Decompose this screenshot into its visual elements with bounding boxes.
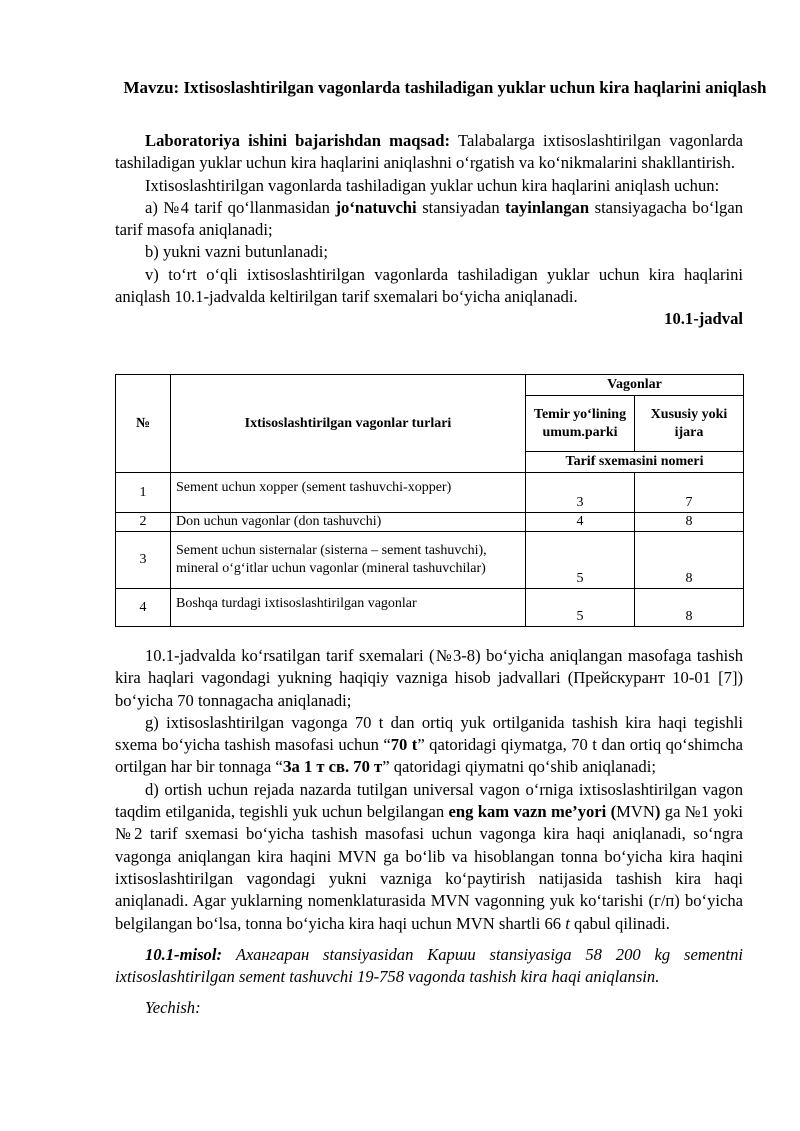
table-row (116, 473, 744, 513)
table-row (116, 589, 744, 627)
step-d-text-4: qabul qilinadi. (569, 913, 670, 933)
table-caption: 10.1-jadval (664, 309, 743, 329)
header-types: Ixtisoslashtirilgan vagonlar turlari (171, 375, 526, 473)
row-num: 2 (116, 513, 171, 532)
step-d-bold-1: eng kam vazn me’yori ( (448, 802, 617, 822)
step-a-bold-2: tayinlangan (505, 197, 590, 217)
example-text: Ахангаран stansiyasidan Карши stansiyasiga 58 200 kg sementni ixtisoslashtirilgan sement tashuvchi 19-758 vagonda tashish kira haqi aniqlansin. (115, 944, 743, 987)
step-a-bold-1: jo‘natuvchi (335, 197, 417, 217)
row-num: 4 (116, 589, 171, 627)
page-title: Mavzu: Ixtisoslashtirilgan vagonlarda tashiladigan yuklar uchun kira haqlarini aniqlash (123, 78, 767, 97)
row-num: 1 (116, 473, 171, 513)
row-name: Don uchun vagonlar (don tashuvchi) (171, 513, 526, 532)
example-label: 10.1-misol: (145, 944, 222, 964)
row-public: 5 (526, 532, 635, 589)
header-private: Xususiy yoki ijara (635, 396, 744, 452)
header-wagons: Vagonlar (526, 375, 744, 396)
header-public: Temir yo‘lining umum.parki (526, 396, 635, 452)
example-paragraph (115, 944, 743, 989)
step-g-text-3: ” qatoridagi qiymatni qo‘shib aniqlanadi; (382, 757, 656, 777)
row-num: 3 (116, 532, 171, 589)
header-num: № (116, 375, 171, 473)
step-b: b) yukni vazni butunlanadi; (145, 242, 328, 262)
row-name: Sement uchun sisternalar (sisterna – sement tashuvchi), mineral o‘g‘itlar uchun vagonlar (mineral tashuvchilar) (171, 532, 526, 589)
step-d (115, 779, 743, 935)
row-public: 3 (526, 473, 635, 513)
row-name: Boshqa turdagi ixtisoslashtirilgan vagonlar (171, 589, 526, 627)
step-g-bold-1: 70 t (390, 735, 418, 755)
step-a-text-1: a) №4 tarif qo‘llanmasidan (145, 197, 336, 217)
row-public: 5 (526, 589, 635, 627)
row-name: Sement uchun xopper (sement tashuvchi-xopper) (171, 473, 526, 513)
aim-label: Laboratoriya ishini bajarishdan maqsad: (145, 131, 451, 150)
step-a (115, 197, 743, 242)
step-d-text-3: ga №1 yoki №2 tarif sxemasi bo‘yicha tashish masofasi uchun vagonga kira haqi aniqlanadi, so‘ngra vagonga aniqlangan kira haqini MVN ga bo‘lib va hisoblangan tonna bo‘yicha kira haqini ixtisoslashtirilgan vagondagi yukni vazniga ko‘paytirish natijasida tashish kira haqi aniqlanadi. Agar yuklarning nomenklaturasida MVN vagonning yuk ko‘tarishi (г/п) bo‘yicha belgilangan bo‘lsa, tonna bo‘yicha kira haqi uchun MVN shartli 66 (115, 802, 743, 933)
aim-text: Talabalarga ixtisoslashtirilgan vagonlarda tashiladigan yuklar uchun kira haqlarini aniqlashni o‘rgatish va ko‘nikmalarini shakllantirish. (115, 131, 743, 173)
solution-label: Yechish: (145, 998, 201, 1018)
table-row (116, 532, 744, 589)
header-tariff: Tarif sxemasini nomeri (526, 452, 744, 473)
row-private: 8 (635, 513, 744, 532)
step-d-text-2: MVN (616, 802, 655, 822)
step-g-text-1: g) ixtisoslashtirilgan vagonga 70 t dan ortiq yuk ortilganida tashish kira haqi tegishli sxema bo‘yicha tashish masofasi uchun “ (115, 712, 743, 755)
step-a-text-2: stansiyadan (416, 197, 506, 217)
step-v: v) to‘rt o‘qli ixtisoslashtirilgan vagonlarda tashiladigan yuklar uchun kira haqlarini aniqlash 10.1-jadvalda keltirilgan tarif sxemalari bo‘yicha aniqlanadi. (115, 264, 743, 307)
row-private: 7 (635, 473, 744, 513)
step-d-text-1: d) ortish uchun rejada nazarda tutilgan universal vagon o‘rniga ixtisoslashtirilgan vagon taqdim etilganida, tegishli yuk uchun belgilangan (115, 779, 743, 822)
intro-paragraph: Ixtisoslashtirilgan vagonlarda tashiladigan yuklar uchun kira haqlarini aniqlash uchun: (145, 175, 720, 195)
aim-paragraph (115, 130, 743, 175)
row-private: 8 (635, 589, 744, 627)
step-d-italic-1: t (565, 913, 570, 933)
step-a-text-3: stansiyagacha bo‘lgan tarif masofa aniqlanadi; (115, 197, 743, 240)
after-table-paragraph: 10.1-jadvalda ko‘rsatilgan tarif sxemalari (№3-8) bo‘yicha aniqlangan masofaga tashish kira haqlari vagondagi yukning haqiqiy vazniga hisob jadvallari (Прейскурант 10-01 [7]) bo‘yicha 70 tonnagacha aniqlanadi; (115, 646, 743, 710)
intro-section (115, 130, 743, 331)
body-section (115, 645, 743, 1020)
step-d-bold-2: ) (654, 802, 661, 822)
table-row (116, 513, 744, 532)
row-public: 4 (526, 513, 635, 532)
step-g-bold-2: За 1 т св. 70 т (282, 757, 383, 777)
row-private: 8 (635, 532, 744, 589)
step-g-text-2: ” qatoridagi qiymatga, 70 t dan ortiq qo‘shimcha ortilgan har bir tonnaga “ (115, 735, 743, 777)
step-g (115, 712, 743, 779)
tariff-table (115, 374, 744, 627)
